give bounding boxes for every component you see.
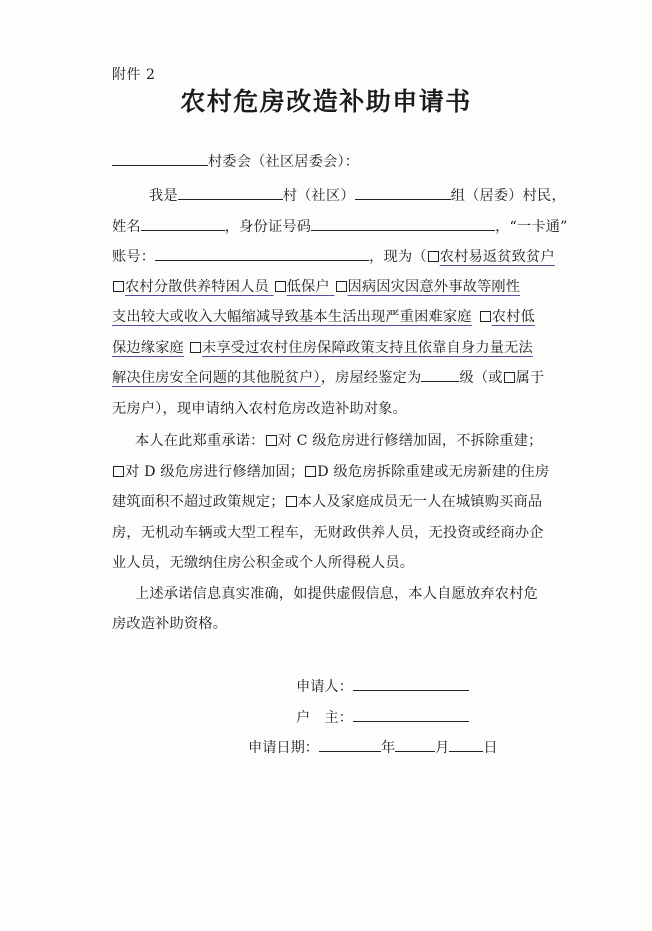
pledge-line-1 [135,430,543,450]
option-special-hardship: 农村分散供养特困人员 [125,279,269,295]
pledge-line-5 [112,552,414,572]
village-name-blank[interactable] [178,186,283,200]
id-number-blank[interactable] [311,217,495,231]
addressee-line [112,151,359,171]
householder-label: 户 主： [296,710,353,726]
addressee-text: 村委会（社区居委会）： [208,154,360,170]
text-currently: ，现为（ [369,249,427,265]
declaration-text: 上述承诺信息真实准确，如提供虚假信息，本人自愿放弃农村危 [135,586,538,602]
identity-line-5 [112,306,535,326]
pledge-line-4 [112,522,544,542]
text-assessed-as: ，房屋经鉴定为 [320,370,422,386]
checkbox-pledge-d-grade-repair[interactable] [113,466,124,477]
grade-blank[interactable] [421,368,459,382]
day-field[interactable] [449,738,483,752]
day-label: 日 [483,740,498,756]
option-other-poverty: 未享受过农村住房保障政策支持且依靠自身力量无法 [201,340,533,356]
name-blank[interactable] [141,217,225,231]
option-hardship-family-cont: 支出较大或收入大幅缩减导致基本生活出现严重困难家庭 [112,309,472,325]
text-wo-shi: 我是 [149,188,178,204]
text-grade: 级（或 [459,370,503,386]
identity-line-8 [112,398,407,418]
month-field[interactable] [395,738,435,752]
attachment-label: 附件 2 [112,67,156,83]
date-row [248,737,498,757]
date-label: 申请日期： [248,740,319,756]
checkbox-other-poverty[interactable] [190,342,201,353]
identity-line-6 [112,337,533,357]
identity-line-2 [112,216,568,236]
text-id-number: ，身份证号码 [224,219,312,235]
option-other-poverty-cont: 解决住房安全问题的其他脱贫户） [112,370,321,386]
householder-signature-field[interactable] [353,708,469,722]
checkbox-no-house[interactable] [504,372,515,383]
checkbox-relapse-poverty[interactable] [428,251,439,262]
text-belongs-to: 属于 [515,370,545,386]
identity-line-3 [112,246,555,266]
text-apply-request: 无房户），现申请纳入农村危房改造补助对象。 [112,401,408,417]
checkbox-pledge-no-property[interactable] [286,496,297,507]
declaration-line-1 [135,583,538,603]
identity-line-7 [112,367,544,387]
year-field[interactable] [319,738,381,752]
pledge-line-3 [112,491,542,511]
group-blank[interactable] [355,186,451,200]
checkbox-special-hardship[interactable] [113,281,124,292]
identity-line-4 [112,276,520,296]
applicant-row [296,676,469,696]
option-low-income-edge-cont: 保边缘家庭 [112,340,184,356]
month-label: 月 [435,740,450,756]
applicant-label: 申请人： [296,679,353,695]
pledge-no-property-cont: 房，无机动车辆或大型工程车，无财政供养人员，无投资或经商办企 [112,525,544,541]
pledge-no-property: 本人及家庭成员无一人在城镇购买商品 [297,494,543,510]
checkbox-hardship-family[interactable] [336,281,347,292]
text-group: 组（居委）村民， [450,188,566,204]
pledge-d-grade-rebuild: D 级危房拆除重建或无房新建的住房 [317,464,550,480]
text-village: 村（社区） [282,188,355,204]
pledge-c-grade: 对 C 级危房进行修缮加固，不拆除重建； [277,433,543,449]
checkbox-pledge-d-grade-rebuild[interactable] [305,466,316,477]
account-blank[interactable] [155,247,369,261]
option-low-income: 低保户 [286,279,330,295]
checkbox-low-income[interactable] [275,281,286,292]
text-account: 账号： [112,249,156,265]
checkbox-pledge-c-grade[interactable] [266,435,277,446]
option-low-income-edge: 农村低 [491,309,535,325]
option-relapse-poverty: 农村易返贫致贫户 [439,249,555,265]
pledge-area-limit: 建筑面积不超过政策规定； [112,494,285,510]
year-label: 年 [380,740,396,756]
declaration-line-2 [112,613,227,633]
pledge-no-tax: 业人员，无缴纳住房公积金或个人所得税人员。 [112,555,415,571]
identity-line-1 [149,185,566,205]
pledge-d-grade-repair: 对 D 级危房进行修缮加固； [125,464,305,480]
pledge-line-2 [112,461,549,481]
village-blank[interactable] [112,152,208,166]
householder-row [296,707,469,727]
pledge-intro: 本人在此郑重承诺： [135,433,265,449]
text-card: ，“一卡通” [495,219,568,235]
applicant-signature-field[interactable] [353,677,469,691]
document-title: 农村危房改造补助申请书 [180,87,472,116]
checkbox-low-income-edge[interactable] [480,311,491,322]
option-hardship-family: 因病因灾因意外事故等刚性 [347,279,521,295]
text-name: 姓名 [112,219,141,235]
declaration-text-cont: 房改造补助资格。 [112,616,228,632]
